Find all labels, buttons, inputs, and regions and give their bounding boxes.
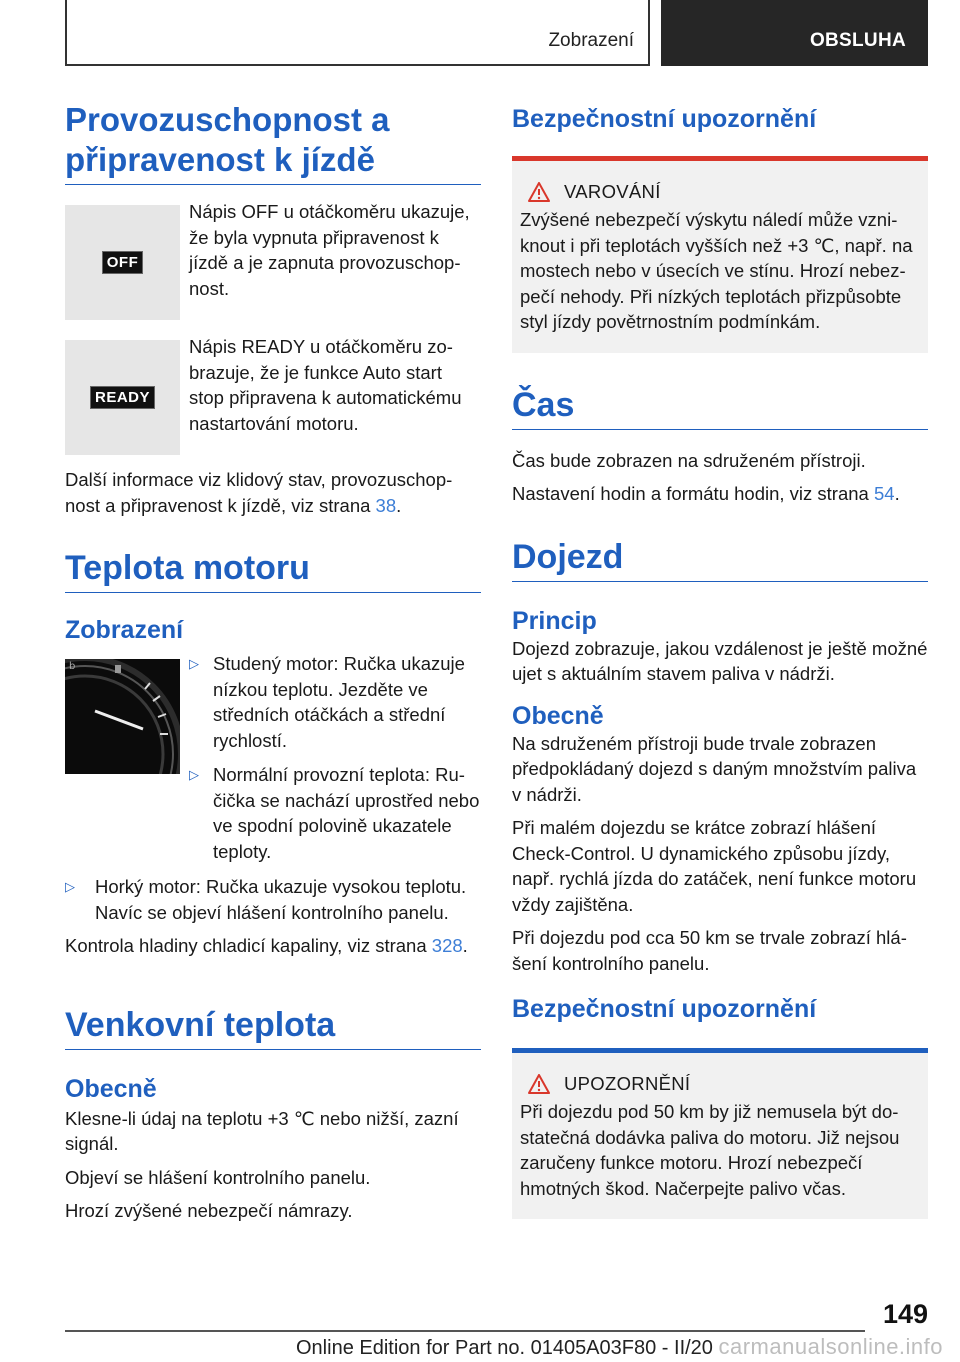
warning-label: VAROVÁNÍ xyxy=(564,181,661,202)
outside-paragraph-2: Objeví se hlášení kontrolního panelu. xyxy=(65,1166,371,1188)
page-header xyxy=(65,0,928,66)
off-description: Nápis OFF u otáčkoměru ukazuje, že byla vypnuta připravenost k jízdě a je zapnuta provozuschopnost. xyxy=(189,201,470,299)
off-chip: OFF xyxy=(102,251,144,274)
header-chapter-label: OBSLUHA xyxy=(809,30,906,51)
heading-range: Dojezd xyxy=(512,537,928,582)
footer-watermark: carmanualsonline.info xyxy=(718,1334,944,1359)
svg-text:b: b xyxy=(69,661,76,672)
more-info-text: Další informace viz klidový stav, provozuschopnost a připravenost k jízdě, viz strana xyxy=(65,469,453,516)
time-paragraph-2: Nastavení hodin a formátu hodin, viz strana 54. xyxy=(512,483,900,504)
notice-label: UPOZORNĚNÍ xyxy=(564,1073,691,1094)
notice-text: Při dojezdu pod 50 km by již nemusela být dostatečná dodávka paliva do motoru. Již nejsou zaručeny funkce motoru. Hrozí nebezpečí hmotných škod. Načerpejte palivo včas. xyxy=(520,1101,900,1199)
range-general-1: Na sdruženém přístroji bude trvale zobrazen předpokládaný dojezd s daným množstvím paliva v nádrži. xyxy=(512,732,917,805)
header-chapter-tab xyxy=(661,0,928,66)
warning-text: Zvýšené nebezpečí výskytu náledí může vzniknout i při teplotách vyšších než +3 ℃, např. na mostech nebo v úsecích ve stínu. Hrozí nebezpečí nehody. Při nízkých teplotách přizpůsobte styl jízdy povětrnostním podmínkám. xyxy=(520,209,913,332)
heading-outside-temperature: Venkovní teplota xyxy=(65,1005,481,1050)
heading-outside-general: Obecně xyxy=(65,1074,157,1103)
warning-box xyxy=(512,156,928,353)
range-general-2: Při malém dojezdu se krátce zobrazí hlášení Check-Control. U dynamického způsobu jízdy, např. rychlá jízda do zatáček, není funkce motoru vždy zajištěna. xyxy=(512,817,917,915)
footer-edition xyxy=(296,1334,943,1360)
time-paragraph-1: Čas bude zobrazen na sdruženém přístroji. xyxy=(512,449,866,471)
more-info-page-link[interactable]: 38 xyxy=(375,494,397,516)
engine-temp-row xyxy=(65,653,481,864)
bullet-triangle-icon: ▷ xyxy=(189,656,199,671)
ready-indicator-image xyxy=(65,340,180,455)
gauge-icon xyxy=(65,659,180,774)
bullet-hot-engine xyxy=(65,874,481,925)
footer-edition-text: Online Edition for Part no. 01405A03F80 - II/20 xyxy=(296,1337,713,1359)
bullet-triangle-icon: ▷ xyxy=(65,879,75,894)
coolant-text: Kontrola hladiny chladicí kapaliny, viz strana xyxy=(65,935,432,956)
right-column xyxy=(512,100,928,1219)
warning-title xyxy=(528,181,920,203)
heading-display: Zobrazení xyxy=(65,616,184,644)
heading-principle: Princip xyxy=(512,606,597,635)
off-indicator-row xyxy=(65,201,481,320)
bullet-hot-text: Horký motor: Ručka ukazuje vysokou teplotu. Navíc se objeví hlášení kontrolního panelu. xyxy=(95,876,467,923)
outside-paragraph-3: Hrozí zvýšené nebezpečí námrazy. xyxy=(65,1200,353,1221)
notice-title xyxy=(528,1073,920,1095)
bullet-triangle-icon: ▷ xyxy=(189,767,199,782)
heading-engine-temperature: Teplota motoru xyxy=(65,548,481,593)
more-info-paragraph: Další informace viz klidový stav, provozuschopnost a připravenost k jízdě, viz strana 38. xyxy=(65,469,453,516)
heading-safety-notes-2: Bezpečnostní upozornění xyxy=(512,995,817,1023)
principle-text: Dojezd zobrazuje, jakou vzdálenost je ještě možné ujet s aktuálním stavem paliva v nádrži. xyxy=(512,637,928,684)
heading-time: Čas xyxy=(512,385,928,430)
bullet-normal-temp xyxy=(189,762,481,864)
header-section-label: Zobrazení xyxy=(548,30,634,51)
header-section-tab xyxy=(65,0,650,66)
coolant-paragraph: Kontrola hladiny chladicí kapaliny, viz strana 328. xyxy=(65,935,468,956)
heading-range-general: Obecně xyxy=(512,701,604,730)
page-number: 149 xyxy=(882,1299,928,1329)
engine-temp-bullets-inner xyxy=(189,651,481,864)
heading-readiness: Provozuschopnost a připravenost k jízdě xyxy=(65,100,481,185)
warning-triangle-icon xyxy=(528,1074,550,1094)
coolant-page-link[interactable]: 328 xyxy=(431,935,463,956)
bullet-cold-text: Studený motor: Ručka ukazuje nízkou teplotu. Jezděte ve středních otáčkách a střední rychlostí. xyxy=(213,653,465,751)
time-page-link[interactable]: 54 xyxy=(873,483,895,504)
ready-indicator-row xyxy=(65,336,481,455)
off-indicator-image xyxy=(65,205,180,320)
footer-divider xyxy=(65,1330,865,1332)
heading-safety-notes: Bezpečnostní upozornění xyxy=(512,105,817,133)
ready-chip: READY xyxy=(90,386,155,409)
temperature-gauge-image xyxy=(65,659,180,774)
bullet-normal-text: Normální provozní teplota: Ručička se nachází uprostřed nebo ve spodní polovině ukazatele teploty. xyxy=(213,764,480,862)
outside-paragraph-1: Klesne-li údaj na teplotu +3 ℃ nebo nižší, zazní signál. xyxy=(65,1107,459,1154)
bullet-cold-engine xyxy=(189,651,481,753)
range-general-3: Při dojezdu pod cca 50 km se trvale zobrazí hlášení kontrolního panelu. xyxy=(512,927,907,974)
ready-description: Nápis READY u otáčkoměru zobrazuje, že je funkce Auto start stop připravena k automatickému nastartování motoru. xyxy=(189,336,462,434)
left-column xyxy=(65,100,481,1224)
time-text: Nastavení hodin a formátu hodin, viz strana xyxy=(512,483,874,504)
warning-triangle-icon xyxy=(528,182,550,202)
notice-box xyxy=(512,1048,928,1219)
